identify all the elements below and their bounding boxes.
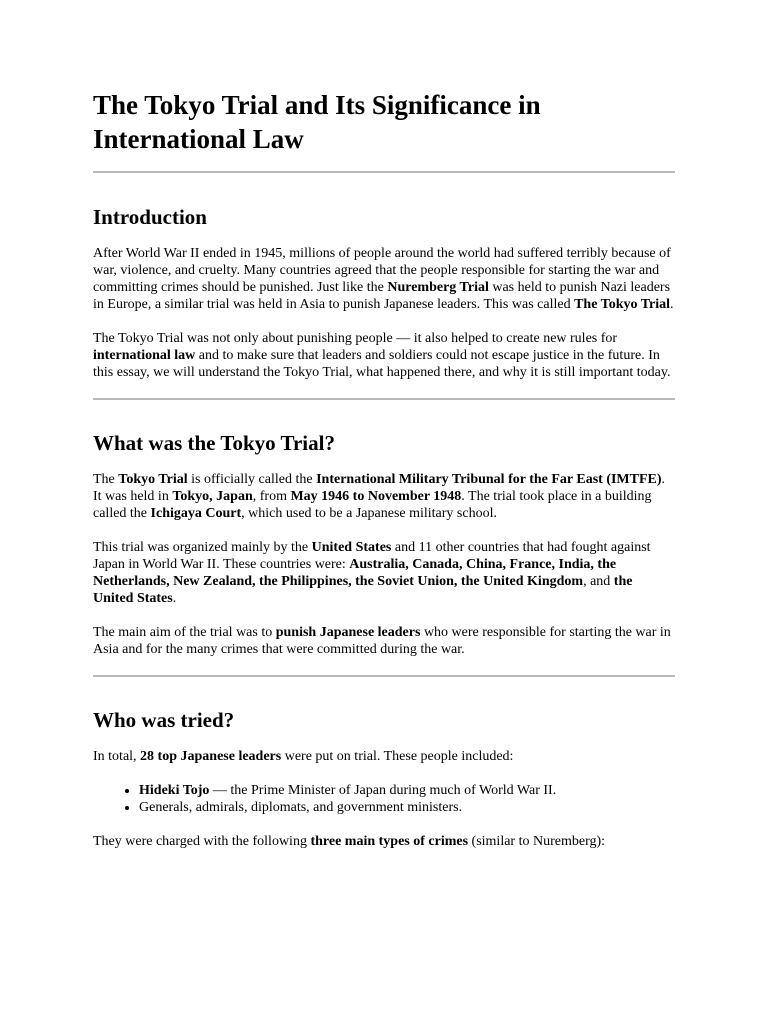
bold-text: United States (311, 540, 392, 555)
bold-text: May 1946 to November 1948 (290, 489, 462, 504)
paragraph (93, 833, 675, 850)
text: , from (252, 489, 291, 504)
text: The Tokyo Trial was not only about punishing people — it also helped to create new rules for (93, 331, 618, 346)
paragraph (93, 748, 675, 765)
text: They were charged with the following (93, 834, 311, 849)
bold-text: International Military Tribunal for the Far East (IMTFE) (316, 472, 662, 487)
bold-text: Australia, Canada, China, France, India, the Netherlands, New Zealand, the Philippines, the Soviet Union, the United Kingdom (93, 557, 617, 589)
list-item (139, 799, 675, 816)
text: , and (583, 574, 614, 589)
divider (93, 171, 675, 173)
text: . It was held in (93, 472, 666, 504)
text: is officially called the (187, 472, 317, 487)
section-what-was-tokyo-trial (93, 430, 675, 658)
text: This trial was organized mainly by the (93, 540, 312, 555)
paragraph (93, 624, 675, 658)
section-heading: Introduction (93, 205, 207, 229)
section-introduction (93, 204, 675, 381)
bold-text: international law (93, 348, 196, 363)
bold-text: three main types of crimes (310, 834, 469, 849)
list-item (139, 782, 675, 799)
section-heading: What was the Tokyo Trial? (93, 431, 335, 455)
text: . The trial took place in a building called the (93, 489, 652, 521)
text: — the Prime Minister of Japan during much of World War II. (209, 783, 557, 798)
divider (93, 675, 675, 677)
document-title: The Tokyo Trial and Its Significance in International Law (93, 90, 541, 154)
text: (similar to Nuremberg): (468, 834, 606, 849)
paragraph (93, 539, 675, 607)
section-heading: Who was tried? (93, 708, 235, 732)
bold-text: Tokyo Trial (118, 472, 188, 487)
divider (93, 398, 675, 400)
bold-text: Hideki Tojo (139, 783, 210, 798)
text: was held to punish Nazi leaders in Europe, a similar trial was held in Asia to punish Japanese leaders. This was called (93, 280, 671, 312)
bold-text: Tokyo, Japan (172, 489, 253, 504)
bold-text: the United States (93, 574, 633, 606)
bold-text: The Tokyo Trial (574, 297, 671, 312)
bold-text: punish Japanese leaders (275, 625, 421, 640)
section-who-was-tried (93, 707, 675, 850)
bold-text: Nuremberg Trial (387, 280, 489, 295)
bold-text: Ichigaya Court (150, 506, 242, 521)
paragraph (93, 330, 675, 381)
paragraph (93, 245, 675, 313)
text: Generals, admirals, diplomats, and government ministers. (139, 800, 463, 815)
text: After World War II ended in 1945, millions of people around the world had suffered terribly because of war, violence, and cruelty. Many countries agreed that the people responsible for starting the war and committing crimes should be punished. Just like the (93, 246, 671, 295)
bullet-list (93, 782, 675, 816)
text: . (670, 297, 674, 312)
text: The (93, 472, 119, 487)
text: and 11 other countries that had fought against Japan in World War II. These countries were: (93, 540, 651, 572)
text: , which used to be a Japanese military school. (241, 506, 497, 521)
text: and to make sure that leaders and soldiers could not escape justice in the future. In this essay, we will understand the Tokyo Trial, what happened there, and why it is still important today. (93, 348, 671, 380)
text: . (172, 591, 177, 606)
bold-text: 28 top Japanese leaders (140, 749, 282, 764)
text: were put on trial. These people included: (281, 749, 514, 764)
text: who were responsible for starting the war in Asia and for the many crimes that were committed during the war. (93, 625, 671, 657)
text: The main aim of the trial was to (93, 625, 276, 640)
text: In total, (93, 749, 141, 764)
paragraph (93, 471, 675, 522)
